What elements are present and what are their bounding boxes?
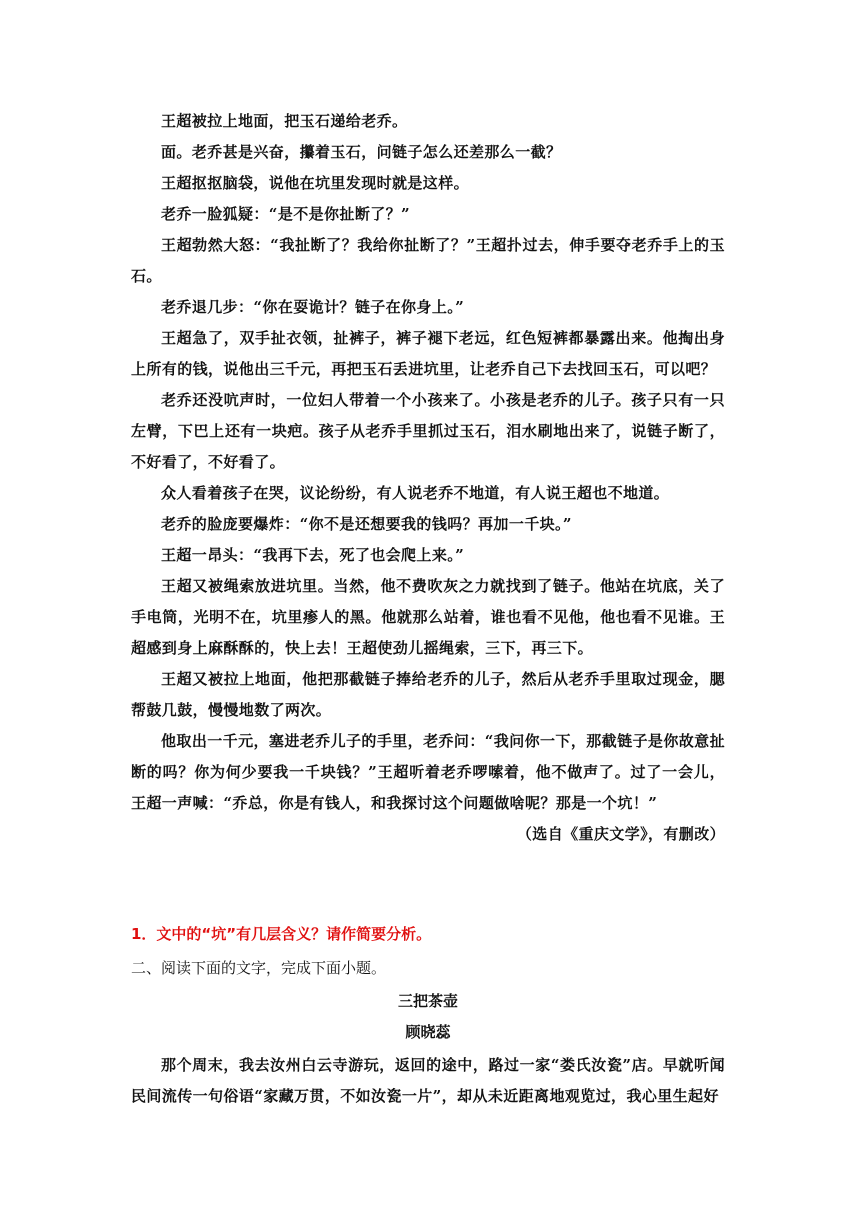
source-citation: （选自《重庆文学》，有删改） <box>516 825 725 843</box>
story-paragraph: 老乔的脸庞要爆炸：“你不是还想要我的钱吗？再加一千块。” <box>161 515 572 533</box>
article-title: 三把茶壶 <box>397 992 458 1010</box>
section-2-heading: 二、阅读下面的文字，完成下面小题。 <box>131 959 387 977</box>
story-paragraph: 面。老乔甚是兴奋，攥着玉石，问链子怎么还差那么一截？ <box>161 143 562 161</box>
story-paragraph: 王超急了，双手扯衣领，扯裤子，裤子褪下老远，红色短裤都暴露出来。他掏出身上所有的钱，说他出三千元，再把玉石丢进坑里，让老乔自己下去找回玉石，可以吧？ <box>131 329 725 378</box>
story-paragraph: 王超又被拉上地面，他把那截链子捧给老乔的儿子，然后从老乔手里取过现金，腮帮鼓几鼓，慢慢地数了两次。 <box>131 670 725 719</box>
story-text <box>131 106 725 850</box>
story-paragraph: 王超被拉上地面，把玉石递给老乔。 <box>161 112 408 130</box>
story-paragraph: 老乔退几步：“你在耍诡计？链子在你身上。” <box>161 298 465 316</box>
story-paragraph: 王超又被绳索放进坑里。当然，他不费吹灰之力就找到了链子。他站在坑底，关了手电筒，光明不在，坑里瘆人的黑。他就那么站着，谁也看不见他，他也看不见谁。王超感到身上麻酥酥的，快上去！王超使劲儿摇绳索，三下，再三下。 <box>131 577 725 657</box>
article-paragraph: 那个周末，我去汝州白云寺游玩，返回的途中，路过一家“娄氏汝瓷”店。早就听闻民间流传一句俗语“家藏万贯，不如汝瓷一片”，却从未近距离地观览过，我心里生起好 <box>131 1056 725 1105</box>
story-paragraph: 王超抠抠脑袋，说他在坑里发现时就是这样。 <box>161 174 470 192</box>
story-paragraph: 王超一昂头：“我再下去，死了也会爬上来。” <box>161 546 465 564</box>
article-text <box>131 1050 725 1112</box>
question-1: 1．文中的“坑”有几层含义？请作简要分析。 <box>131 925 432 943</box>
story-paragraph: 众人看着孩子在哭，议论纷纷，有人说老乔不地道，有人说王超也不地道。 <box>161 484 670 502</box>
story-paragraph: 老乔一脸狐疑：“是不是你扯断了？” <box>161 205 411 223</box>
article-author: 顾晓蕊 <box>405 1023 451 1041</box>
story-paragraph: 王超勃然大怒：“我扯断了？我给你扯断了？”王超扑过去，伸手要夺老乔手上的玉石。 <box>131 236 725 285</box>
story-paragraph: 他取出一千元，塞进老乔儿子的手里，老乔问：“我问你一下，那截链子是你故意扯断的吗？你为何少要我一千块钱？”王超听着老乔啰嗦着，他不做声了。过了一会儿，王超一声喊：“乔总，你是有钱人，和我探讨这个问题做啥呢？那是一个坑！” <box>131 732 725 812</box>
story-paragraph: 老乔还没吭声时，一位妇人带着一个小孩来了。小孩是老乔的儿子。孩子只有一只左臂，下巴上还有一块疤。孩子从老乔手里抓过玉石，泪水刷地出来了，说链子断了，不好看了，不好看了。 <box>131 391 725 471</box>
